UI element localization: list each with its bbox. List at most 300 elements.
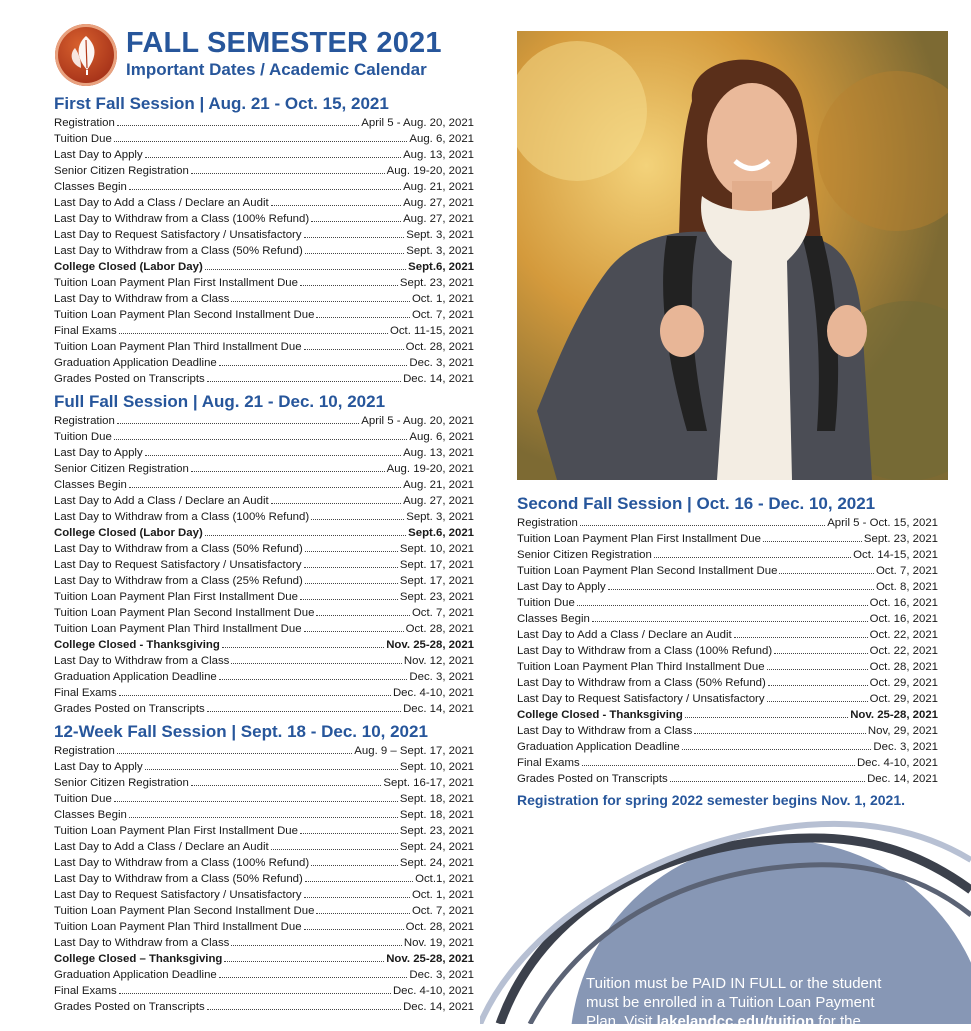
dot-leader: [305, 551, 398, 552]
tuition-link[interactable]: lakelandcc.edu/tuition: [656, 1013, 815, 1030]
event-date: Dec. 3, 2021: [409, 357, 474, 369]
date-row: [54, 983, 474, 999]
event-date: Oct. 7, 2021: [411, 607, 474, 619]
date-row: [54, 259, 474, 275]
dot-leader: [205, 535, 406, 536]
event-date: Nov. 25-28, 2021: [850, 709, 938, 721]
dot-leader: [304, 929, 404, 930]
dot-leader: [779, 573, 873, 574]
event-date: Aug. 27, 2021: [403, 213, 474, 225]
event-label: Classes Begin: [54, 181, 127, 193]
date-row: [54, 541, 474, 557]
dot-leader: [592, 621, 868, 622]
date-row: [54, 493, 474, 509]
date-row: [54, 243, 474, 259]
date-list: [54, 115, 474, 387]
dot-leader: [271, 503, 401, 504]
dot-leader: [304, 237, 405, 238]
dot-leader: [119, 993, 391, 994]
event-label: Classes Begin: [54, 809, 127, 821]
event-label: College Closed - Thanksgiving: [54, 639, 220, 651]
event-date: Aug. 21, 2021: [403, 479, 474, 491]
event-date: Aug. 13, 2021: [403, 447, 474, 459]
dot-leader: [767, 701, 868, 702]
date-row: [54, 967, 474, 983]
dot-leader: [222, 647, 384, 648]
date-row: [54, 823, 474, 839]
date-row: [54, 951, 474, 967]
event-label: Last Day to Withdraw from a Class (50% Refund): [517, 677, 766, 689]
event-label: Tuition Due: [517, 597, 575, 609]
event-date: Oct. 28, 2021: [869, 661, 938, 673]
date-row: [517, 739, 938, 755]
event-label: Last Day to Request Satisfactory / Unsatisfactory: [54, 229, 302, 241]
dot-leader: [300, 285, 398, 286]
dot-leader: [608, 589, 874, 590]
event-date: Nov, 29, 2021: [867, 725, 938, 737]
event-date: Sept. 23, 2021: [399, 825, 474, 837]
event-date: Sept. 17, 2021: [399, 575, 474, 587]
date-row: [54, 131, 474, 147]
event-date: Oct. 22, 2021: [869, 629, 938, 641]
event-date: Dec. 3, 2021: [873, 741, 938, 753]
date-row: [54, 195, 474, 211]
dot-leader: [304, 631, 404, 632]
event-date: Oct. 29, 2021: [869, 677, 938, 689]
college-logo: [55, 24, 117, 86]
event-label: Tuition Loan Payment Plan Second Installment Due: [54, 309, 315, 321]
event-date: Dec. 14, 2021: [403, 703, 474, 715]
event-date: Sept. 24, 2021: [399, 841, 474, 853]
date-row: [54, 669, 474, 685]
date-row: [54, 999, 474, 1015]
event-label: Graduation Application Deadline: [517, 741, 680, 753]
dot-leader: [682, 749, 872, 750]
event-date: Sept. 17, 2021: [399, 559, 474, 571]
event-date: Aug. 21, 2021: [403, 181, 474, 193]
event-label: Last Day to Withdraw from a Class (100% Refund): [54, 511, 310, 523]
event-label: Final Exams: [54, 985, 117, 997]
event-label: Last Day to Withdraw from a Class (100% Refund): [517, 645, 773, 657]
event-date: Oct. 14-15, 2021: [853, 549, 938, 561]
event-date: Aug. 27, 2021: [403, 197, 474, 209]
date-row: [517, 691, 938, 707]
dot-leader: [694, 733, 866, 734]
dot-leader: [145, 157, 401, 158]
event-date: Oct. 28, 2021: [405, 921, 474, 933]
date-row: [54, 855, 474, 871]
date-row: [54, 573, 474, 589]
event-label: Last Day to Add a Class / Declare an Audit: [517, 629, 732, 641]
tuition-payment-note: Tuition must be PAID IN FULL or the student must be enrolled in a Tuition Loan Payment Plan. Visit lakelandcc.edu/tuition for the: [586, 975, 882, 1030]
event-date: Oct. 16, 2021: [869, 613, 938, 625]
date-row: [54, 355, 474, 371]
date-row: [517, 755, 938, 771]
section-title: First Fall Session | Aug. 21 - Oct. 15, 2021: [54, 94, 389, 113]
date-row: [54, 291, 474, 307]
event-label: Tuition Due: [54, 133, 112, 145]
dot-leader: [304, 349, 404, 350]
date-row: [54, 807, 474, 823]
dot-leader: [580, 525, 825, 526]
date-row: [54, 791, 474, 807]
date-row: [517, 611, 938, 627]
date-row: [54, 589, 474, 605]
event-date: Sept. 3, 2021: [406, 245, 474, 257]
dot-leader: [119, 695, 391, 696]
event-date: Sept. 23, 2021: [863, 533, 938, 545]
first-fall-session: [54, 93, 474, 387]
dot-leader: [117, 753, 353, 754]
date-row: [54, 307, 474, 323]
dot-leader: [300, 833, 398, 834]
event-label: Classes Begin: [517, 613, 590, 625]
event-label: Graduation Application Deadline: [54, 969, 217, 981]
date-row: [54, 887, 474, 903]
event-label: Tuition Loan Payment Plan Third Installment Due: [54, 623, 302, 635]
date-row: [54, 919, 474, 935]
date-row: [54, 147, 474, 163]
event-date: Sept. 3, 2021: [406, 511, 474, 523]
second-fall-session: [517, 493, 938, 787]
date-row: [54, 339, 474, 355]
event-label: Last Day to Withdraw from a Class (100% Refund): [54, 857, 310, 869]
leaf-icon: [67, 34, 105, 76]
dot-leader: [300, 599, 398, 600]
dot-leader: [734, 637, 868, 638]
event-date: Oct. 28, 2021: [405, 341, 474, 353]
event-date: Oct. 22, 2021: [869, 645, 938, 657]
event-label: Tuition Loan Payment Plan First Installment Due: [517, 533, 761, 545]
dot-leader: [219, 679, 408, 680]
dot-leader: [271, 205, 401, 206]
event-label: Last Day to Withdraw from a Class: [54, 937, 230, 949]
event-date: Sept. 10, 2021: [399, 761, 474, 773]
date-row: [517, 515, 938, 531]
event-label: Last Day to Add a Class / Declare an Audit: [54, 841, 269, 853]
spring-registration-note: Registration for spring 2022 semester begins Nov. 1, 2021.: [517, 792, 905, 808]
date-row: [517, 595, 938, 611]
event-label: Last Day to Apply: [54, 149, 143, 161]
dot-leader: [114, 141, 408, 142]
dot-leader: [114, 801, 398, 802]
date-row: [54, 461, 474, 477]
event-label: Registration: [54, 415, 115, 427]
date-row: [54, 557, 474, 573]
event-date: Oct. 29, 2021: [869, 693, 938, 705]
event-date: Oct. 28, 2021: [405, 623, 474, 635]
event-label: Last Day to Withdraw from a Class (50% Refund): [54, 873, 303, 885]
event-date: Oct. 1, 2021: [411, 293, 474, 305]
dot-leader: [224, 961, 384, 962]
dot-leader: [774, 653, 867, 654]
event-date: Sept. 18, 2021: [399, 793, 474, 805]
dot-leader: [219, 977, 408, 978]
date-row: [54, 653, 474, 669]
event-date: Sept. 16-17, 2021: [383, 777, 474, 789]
date-row: [517, 771, 938, 787]
date-row: [517, 675, 938, 691]
dot-leader: [117, 125, 360, 126]
event-label: College Closed (Labor Day): [54, 527, 203, 539]
date-row: [54, 509, 474, 525]
event-date: Dec. 4-10, 2021: [392, 985, 474, 997]
event-label: Senior Citizen Registration: [54, 165, 189, 177]
event-label: Last Day to Add a Class / Declare an Audit: [54, 495, 269, 507]
event-label: College Closed (Labor Day): [54, 261, 203, 273]
event-date: Oct. 1, 2021: [411, 889, 474, 901]
date-row: [517, 707, 938, 723]
event-label: Tuition Loan Payment Plan Second Installment Due: [54, 607, 315, 619]
date-row: [517, 547, 938, 563]
dot-leader: [311, 865, 398, 866]
date-row: [54, 413, 474, 429]
event-label: Last Day to Apply: [54, 447, 143, 459]
event-label: Last Day to Withdraw from a Class (100% Refund): [54, 213, 310, 225]
event-date: Dec. 14, 2021: [867, 773, 938, 785]
dot-leader: [145, 455, 401, 456]
date-row: [54, 227, 474, 243]
event-date: Sept.6, 2021: [408, 527, 474, 539]
event-label: Final Exams: [54, 687, 117, 699]
dot-leader: [582, 765, 855, 766]
dot-leader: [767, 669, 868, 670]
event-label: Grades Posted on Transcripts: [54, 373, 205, 385]
event-label: Tuition Loan Payment Plan Second Installment Due: [54, 905, 315, 917]
dot-leader: [117, 423, 360, 424]
event-label: Last Day to Withdraw from a Class (25% Refund): [54, 575, 303, 587]
event-label: Registration: [54, 117, 115, 129]
dot-leader: [577, 605, 868, 606]
dot-leader: [768, 685, 868, 686]
date-list: [517, 515, 938, 787]
dot-leader: [305, 253, 404, 254]
event-date: Aug. 27, 2021: [403, 495, 474, 507]
event-label: Grades Posted on Transcripts: [54, 703, 205, 715]
event-label: Final Exams: [517, 757, 580, 769]
date-row: [54, 323, 474, 339]
date-row: [54, 477, 474, 493]
event-date: Aug. 13, 2021: [403, 149, 474, 161]
dot-leader: [304, 897, 410, 898]
date-row: [54, 445, 474, 461]
event-label: Last Day to Request Satisfactory / Unsatisfactory: [54, 889, 302, 901]
student-illustration: [517, 31, 948, 480]
event-label: College Closed - Thanksgiving: [517, 709, 683, 721]
event-label: Tuition Due: [54, 793, 112, 805]
event-date: Sept. 10, 2021: [399, 543, 474, 555]
dot-leader: [271, 849, 398, 850]
date-row: [54, 429, 474, 445]
date-row: [517, 563, 938, 579]
event-date: Oct. 7, 2021: [411, 905, 474, 917]
page-title: FALL SEMESTER 2021: [126, 27, 442, 59]
event-label: Last Day to Request Satisfactory / Unsatisfactory: [54, 559, 302, 571]
date-row: [54, 871, 474, 887]
full-fall-session: [54, 391, 474, 717]
date-row: [54, 621, 474, 637]
dot-leader: [670, 781, 865, 782]
dot-leader: [207, 381, 401, 382]
event-label: Senior Citizen Registration: [54, 463, 189, 475]
event-label: Last Day to Withdraw from a Class: [517, 725, 693, 737]
event-label: Tuition Loan Payment Plan First Installment Due: [54, 825, 298, 837]
dot-leader: [191, 471, 385, 472]
event-label: Last Day to Withdraw from a Class (50% Refund): [54, 543, 303, 555]
event-date: Aug. 6, 2021: [409, 133, 474, 145]
dot-leader: [305, 881, 413, 882]
date-row: [54, 839, 474, 855]
event-label: Last Day to Request Satisfactory / Unsatisfactory: [517, 693, 765, 705]
event-date: Dec. 4-10, 2021: [392, 687, 474, 699]
date-row: [517, 531, 938, 547]
section-title: Second Fall Session | Oct. 16 - Dec. 10, 2021: [517, 494, 876, 513]
date-row: [54, 743, 474, 759]
dot-leader: [191, 785, 382, 786]
dot-leader: [207, 711, 401, 712]
event-date: Dec. 14, 2021: [403, 373, 474, 385]
dot-leader: [191, 173, 385, 174]
event-date: Nov. 25-28, 2021: [386, 953, 474, 965]
student-photo: [517, 31, 948, 480]
date-row: [517, 723, 938, 739]
dot-leader: [231, 663, 402, 664]
event-date: Sept. 23, 2021: [399, 277, 474, 289]
event-label: Registration: [517, 517, 578, 529]
event-label: Last Day to Withdraw from a Class (50% Refund): [54, 245, 303, 257]
event-date: Dec. 14, 2021: [403, 1001, 474, 1013]
event-date: Aug. 19-20, 2021: [386, 165, 474, 177]
date-row: [517, 643, 938, 659]
date-row: [54, 275, 474, 291]
event-date: Dec. 3, 2021: [409, 671, 474, 683]
dot-leader: [219, 365, 408, 366]
date-row: [54, 775, 474, 791]
date-row: [54, 637, 474, 653]
dot-leader: [305, 583, 398, 584]
event-label: Last Day to Apply: [54, 761, 143, 773]
dot-leader: [207, 1009, 401, 1010]
event-label: Tuition Loan Payment Plan Third Installment Due: [54, 341, 302, 353]
event-date: Nov. 19, 2021: [403, 937, 474, 949]
event-date: Dec. 4-10, 2021: [856, 757, 938, 769]
dot-leader: [763, 541, 862, 542]
dot-leader: [129, 487, 401, 488]
date-row: [54, 371, 474, 387]
event-label: Tuition Loan Payment Plan Second Installment Due: [517, 565, 778, 577]
dot-leader: [129, 817, 398, 818]
dot-leader: [311, 221, 401, 222]
date-row: [54, 163, 474, 179]
date-row: [54, 115, 474, 131]
dot-leader: [316, 615, 409, 616]
event-label: Tuition Loan Payment Plan First Installment Due: [54, 277, 298, 289]
event-date: Sept.6, 2021: [408, 261, 474, 273]
event-date: Oct. 16, 2021: [869, 597, 938, 609]
date-row: [54, 701, 474, 717]
date-row: [54, 759, 474, 775]
event-date: Oct. 7, 2021: [875, 565, 938, 577]
event-label: Senior Citizen Registration: [517, 549, 652, 561]
event-label: Graduation Application Deadline: [54, 357, 217, 369]
event-label: Registration: [54, 745, 115, 757]
event-label: Last Day to Withdraw from a Class: [54, 293, 230, 305]
event-label: Last Day to Add a Class / Declare an Audit: [54, 197, 269, 209]
date-row: [54, 605, 474, 621]
date-list: [54, 413, 474, 717]
dot-leader: [145, 769, 398, 770]
event-date: Dec. 3, 2021: [409, 969, 474, 981]
date-row: [54, 935, 474, 951]
event-date: April 5 - Aug. 20, 2021: [361, 117, 474, 129]
twelve-week-fall-session: [54, 721, 474, 1015]
dot-leader: [654, 557, 851, 558]
dot-leader: [316, 317, 409, 318]
event-date: Aug. 9 – Sept. 17, 2021: [354, 745, 474, 757]
dot-leader: [129, 189, 401, 190]
page-subtitle: Important Dates / Academic Calendar: [126, 60, 427, 79]
section-title: Full Fall Session | Aug. 21 - Dec. 10, 2021: [54, 392, 386, 411]
dot-leader: [311, 519, 404, 520]
date-list: [54, 743, 474, 1015]
event-label: Graduation Application Deadline: [54, 671, 217, 683]
dot-leader: [316, 913, 409, 914]
date-row: [54, 179, 474, 195]
date-row: [517, 659, 938, 675]
event-date: Sept. 24, 2021: [399, 857, 474, 869]
dot-leader: [119, 333, 388, 334]
date-row: [517, 627, 938, 643]
event-label: Final Exams: [54, 325, 117, 337]
event-date: April 5 - Aug. 20, 2021: [361, 415, 474, 427]
event-label: Grades Posted on Transcripts: [517, 773, 668, 785]
event-label: Last Day to Withdraw from a Class: [54, 655, 230, 667]
event-date: Nov. 12, 2021: [403, 655, 474, 667]
event-label: Grades Posted on Transcripts: [54, 1001, 205, 1013]
event-date: April 5 - Oct. 15, 2021: [827, 517, 938, 529]
event-label: College Closed – Thanksgiving: [54, 953, 223, 965]
event-date: Aug. 19-20, 2021: [386, 463, 474, 475]
event-date: Sept. 23, 2021: [399, 591, 474, 603]
event-date: Sept. 18, 2021: [399, 809, 474, 821]
event-date: Oct. 11-15, 2021: [389, 325, 474, 337]
event-label: Tuition Loan Payment Plan Third Installment Due: [54, 921, 302, 933]
dot-leader: [231, 301, 410, 302]
date-row: [54, 525, 474, 541]
event-date: Aug. 6, 2021: [409, 431, 474, 443]
event-label: Classes Begin: [54, 479, 127, 491]
section-title: 12-Week Fall Session | Sept. 18 - Dec. 10, 2021: [54, 722, 428, 741]
event-date: Oct. 8, 2021: [875, 581, 938, 593]
dot-leader: [114, 439, 408, 440]
date-row: [54, 211, 474, 227]
event-label: Tuition Loan Payment Plan First Installment Due: [54, 591, 298, 603]
event-label: Last Day to Apply: [517, 581, 606, 593]
event-date: Sept. 3, 2021: [406, 229, 474, 241]
date-row: [517, 579, 938, 595]
event-label: Tuition Loan Payment Plan Third Installment Due: [517, 661, 765, 673]
dot-leader: [231, 945, 402, 946]
event-date: Nov. 25-28, 2021: [386, 639, 474, 651]
event-label: Senior Citizen Registration: [54, 777, 189, 789]
event-label: Tuition Due: [54, 431, 112, 443]
dot-leader: [685, 717, 848, 718]
event-date: Oct.1, 2021: [415, 873, 474, 885]
date-row: [54, 903, 474, 919]
event-date: Oct. 7, 2021: [411, 309, 474, 321]
dot-leader: [205, 269, 406, 270]
date-row: [54, 685, 474, 701]
